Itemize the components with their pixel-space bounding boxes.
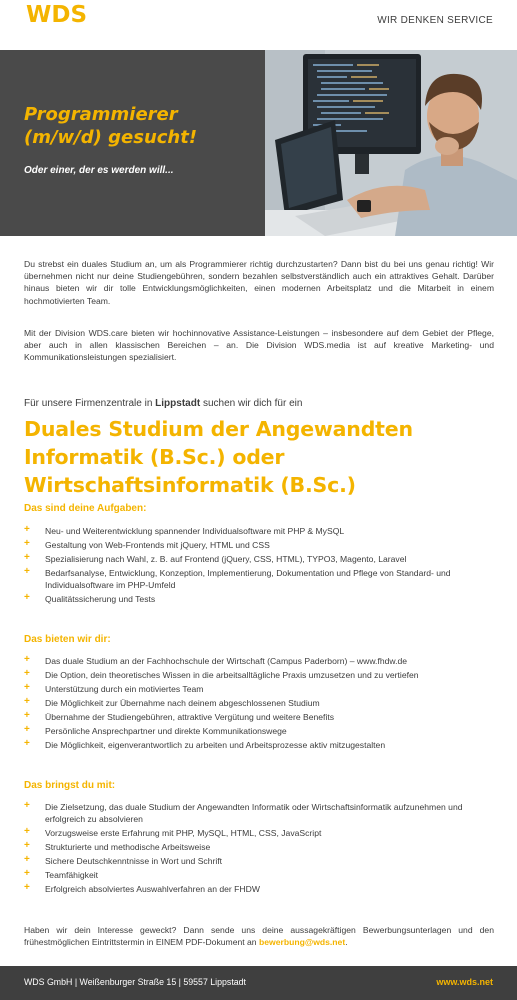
list-item-text: Neu- und Weiterentwicklung spannender Individualsoftware mit PHP & MySQL: [45, 526, 345, 536]
plus-icon: +: [24, 552, 30, 563]
list-item-text: Bedarfsanalyse, Entwicklung, Konzeption, Implementierung, Dokumentation und Pflege von Standard- und Individualsoftware im PHP-Umfeld: [45, 568, 451, 591]
list-item: [24, 841, 494, 853]
closing-text: Haben wir dein Interesse geweckt? Dann sende uns deine aussagekräftigen Bewerbungsunterlagen und den frühestmöglichen Eintrittstermin in EINEM PDF-Dokument an: [24, 925, 494, 948]
list-item: [24, 697, 494, 709]
offers-list: [24, 655, 494, 753]
closing-paragraph: [24, 924, 494, 948]
list-item: [24, 655, 494, 667]
intro-text-before: Für unsere Firmenzentrale in: [24, 398, 156, 409]
plus-icon: +: [24, 696, 30, 707]
list-item-text: Spezialisierung nach Wahl, z. B. auf Frontend (jQuery, CSS, HTML), TYPO3, Magento, Laravel: [45, 554, 407, 564]
plus-icon: +: [24, 738, 30, 749]
plus-icon: +: [24, 524, 30, 535]
list-item-text: Die Option, dein theoretisches Wissen in die arbeitsalltägliche Praxis umzusetzen und zu vertiefen: [45, 670, 419, 680]
section-title-offers: Das bieten wir dir:: [24, 634, 111, 645]
list-item: [24, 553, 494, 565]
footer-website-link[interactable]: www.wds.net: [436, 977, 493, 987]
application-email-link[interactable]: bewerbung@wds.net: [258, 937, 346, 948]
wds-logo[interactable]: WDS: [26, 2, 88, 28]
plus-icon: +: [24, 710, 30, 721]
plus-icon: +: [24, 654, 30, 665]
list-item-text: Gestaltung von Web-Frontends mit jQuery, HTML und CSS: [45, 540, 270, 550]
list-item-text: Das duale Studium an der Fachhochschule der Wirtschaft (Campus Paderborn) – www.fhdw.de: [45, 656, 408, 666]
intro-paragraph: Du strebst ein duales Studium an, um als Programmierer richtig durchzustarten? Dann bist du bei uns genau richtig! Wir übernehmen nicht nur deine Studiengebühren, sondern bezahlen selbstverständlich auch ein attraktives Gehalt. Darüber hinaus bieten wir dir tolle Entwicklungsmöglichkeiten, einen modernen Arbeitsplatz und die Mitarbeit in einem hochmotivierten Team.: [24, 259, 494, 306]
hero-banner: [0, 50, 517, 236]
list-item: [24, 725, 494, 737]
intro-text-after: suchen wir dich für ein: [200, 398, 303, 409]
requirements-list: [24, 801, 494, 897]
plus-icon: +: [24, 668, 30, 679]
list-item: [24, 567, 494, 591]
list-item-text: Vorzugsweise erste Erfahrung mit PHP, MySQL, HTML, CSS, JavaScript: [45, 828, 322, 839]
hero-subtitle: Oder einer, der es werden will...: [24, 165, 174, 176]
tasks-list: [24, 525, 494, 607]
list-item-text: Die Zielsetzung, das duale Studium der Angewandten Informatik oder Wirtschaftsinformatik aufzunehmen und erfolgreich zu absolvieren: [45, 802, 463, 825]
tagline: WIR DENKEN SERVICE: [377, 15, 493, 26]
list-item-text: Die Möglichkeit, eigenverantwortlich zu arbeiten und Arbeitsprozesse aktiv mitzugestalten: [45, 740, 386, 750]
footer: [0, 966, 517, 1000]
intro-city: Lippstadt: [155, 398, 201, 409]
list-item: [24, 869, 494, 881]
section-title-tasks: Das sind deine Aufgaben:: [24, 503, 147, 514]
list-item-text: Die Möglichkeit zur Übernahme nach deinem abgeschlossenen Studium: [45, 698, 320, 708]
list-item: [24, 711, 494, 723]
list-item: [24, 539, 494, 551]
list-item: [24, 525, 494, 537]
section-title-requirements: Das bringst du mit:: [24, 780, 116, 791]
plus-icon: +: [24, 800, 30, 811]
list-item: [24, 801, 494, 825]
footer-address: WDS GmbH | Weißenburger Straße 15 | 59557 Lippstadt: [24, 977, 246, 987]
programmer-photo: [265, 50, 517, 236]
plus-icon: +: [24, 854, 30, 866]
list-item-text: Qualitätssicherung und Tests: [45, 594, 156, 605]
list-item-text: Persönliche Ansprechpartner und direkte Kommunikationswege: [45, 726, 287, 736]
hero-title: Programmierer (m/w/d) gesucht!: [24, 104, 198, 148]
location-intro: [24, 398, 302, 409]
list-item: [24, 683, 494, 695]
list-item-text: Erfolgreich absolviertes Auswahlverfahren an der FHDW: [45, 884, 260, 895]
plus-icon: +: [24, 826, 30, 838]
list-item-text: Teamfähigkeit: [45, 870, 99, 881]
list-item: [24, 827, 494, 839]
closing-end: .: [345, 937, 348, 948]
list-item-text: Unterstützung durch ein motiviertes Team: [45, 684, 204, 694]
list-item: [24, 739, 494, 751]
plus-icon: +: [24, 682, 30, 693]
plus-icon: +: [24, 592, 30, 604]
list-item-text: Sichere Deutschkenntnisse in Wort und Schrift: [45, 856, 223, 867]
plus-icon: +: [24, 868, 30, 880]
list-item: [24, 669, 494, 681]
plus-icon: +: [24, 566, 30, 577]
top-bar: [0, 0, 517, 50]
list-item: [24, 593, 494, 605]
list-item-text: Übernahme der Studiengebühren, attraktive Vergütung und weitere Benefits: [45, 712, 335, 722]
plus-icon: +: [24, 840, 30, 852]
plus-icon: +: [24, 538, 30, 549]
programmer-illustration: [265, 50, 517, 236]
plus-icon: +: [24, 724, 30, 735]
list-item: [24, 855, 494, 867]
list-item-text: Strukturierte und methodische Arbeitsweise: [45, 842, 211, 853]
list-item: [24, 883, 494, 895]
division-paragraph: Mit der Division WDS.care bieten wir hochinnovative Assistance-Leistungen – insbesondere auf dem Gebiet der Pflege, aber auch in allen klassischen Bereichen – an. Die Division WDS.media ist auf kreative Marketing- und Kommunikationsleistungen spezialisiert.: [24, 328, 494, 363]
job-headline: Duales Studium der Angewandten Informatik (B.Sc.) oder Wirtschaftsinformatik (B.Sc.): [24, 417, 413, 497]
plus-icon: +: [24, 882, 30, 894]
